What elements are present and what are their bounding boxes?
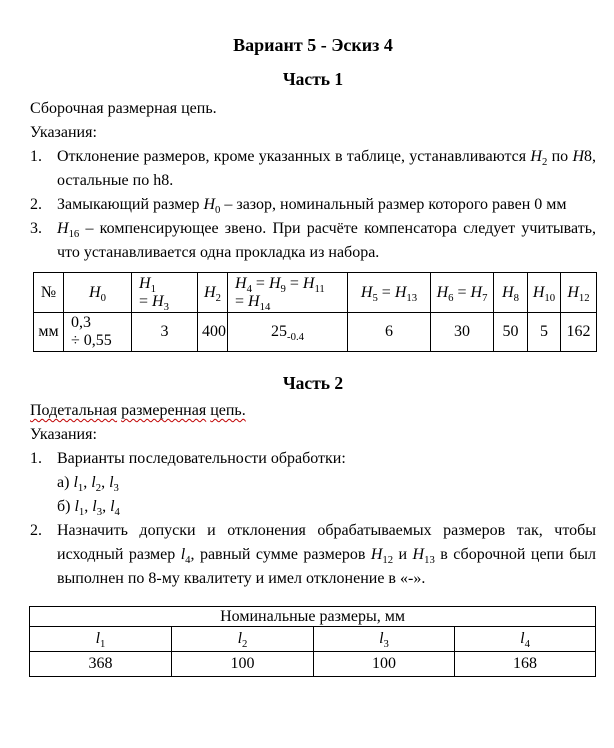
part1-intro: Сборочная размерная цепь. [30, 100, 217, 117]
header-cell: $H_6 = H_7$ [431, 273, 494, 313]
part1-heading: Часть 1 [282, 69, 344, 89]
table-data-row [30, 652, 596, 677]
option-label: а) [57, 474, 70, 491]
part2-list-item-2 [30, 519, 596, 591]
list-number: 1. [30, 148, 42, 165]
list-number: 1. [30, 450, 42, 467]
header-cell: $H_1$ = $H_3$ [132, 273, 198, 313]
header-cell: $H_8$ [494, 273, 528, 313]
assembly-dimension-table [33, 272, 597, 352]
sequence-option-b [30, 495, 596, 519]
part2-intro: Подетальная размеренная цепь. [30, 402, 246, 419]
list-item-text: Варианты последовательности обработки: [57, 450, 346, 467]
list-number: 3. [30, 220, 42, 237]
data-cell: 30 [431, 313, 494, 352]
part1-instructions-label: Указания: [30, 124, 97, 141]
part2-list-item-1 [30, 447, 596, 471]
header-cell: № [34, 273, 64, 313]
data-cell: 162 [561, 313, 597, 352]
part1-list-item-1 [30, 145, 596, 193]
data-cell: 168 [455, 652, 596, 677]
header-cell: $H_4 = H_9 = H_{11}$ = $H_{14}$ [228, 273, 348, 313]
header-cell: $H_5 = H_{13}$ [348, 273, 431, 313]
list-item-text: Замыкающий размер $H_0$ – зазор, номинальный размер которого равен 0 мм [57, 196, 567, 217]
part2-heading: Часть 2 [282, 373, 344, 393]
table-caption: Номинальные размеры, мм [30, 607, 596, 627]
part2-instructions-label: Указания: [30, 426, 97, 443]
nominal-sizes-table [29, 606, 596, 677]
data-cell: 100 [172, 652, 314, 677]
table-header-row [30, 627, 596, 652]
list-number: 2. [30, 196, 42, 213]
table-caption-row [30, 607, 596, 627]
data-cell: 3 [132, 313, 198, 352]
data-cell: 50 [494, 313, 528, 352]
document-title: Вариант 5 - Эскиз 4 [233, 35, 393, 55]
header-cell: $l_1$ [30, 627, 172, 652]
header-cell: $H_{12}$ [561, 273, 597, 313]
table-header-row [34, 273, 597, 313]
part1-list-item-2 [30, 193, 596, 217]
data-cell: 368 [30, 652, 172, 677]
list-item-text: Назначить допуски и отклонения обрабатываемых размеров так, чтобы исходный размер $l_4$, равный сумме размеров $H_{12}$ и $H_{13}$ в сборочной цепи был выполнен по 8-му квалитету и имел отклонение в «-». [57, 522, 596, 587]
option-label: б) [57, 498, 71, 515]
data-cell: 5 [528, 313, 561, 352]
header-cell: $l_3$ [314, 627, 455, 652]
data-cell: 100 [314, 652, 455, 677]
list-item-text: $H_{16}$ – компенсирующее звено. При расчёте компенсатора следует учитывать, что устанавливается одна прокладка из набора. [57, 220, 596, 261]
header-cell: $H_2$ [198, 273, 228, 313]
data-cell: 0,3 ÷ 0,55 [64, 313, 132, 352]
header-cell: $H_0$ [64, 273, 132, 313]
data-cell: мм [34, 313, 64, 352]
data-cell: 400 [198, 313, 228, 352]
sequence-option-a [30, 471, 596, 495]
part1-list-item-3 [30, 217, 596, 265]
option-text: $l_1$, $l_2$, $l_3$ [73, 474, 119, 495]
data-cell: 6 [348, 313, 431, 352]
list-item-text: Отклонение размеров, кроме указанных в таблице, устанавливаются $H_2$ по H8, остальные по h8. [57, 148, 597, 189]
header-cell: $H_{10}$ [528, 273, 561, 313]
data-cell: $25_{-0.4}$ [228, 313, 348, 352]
option-text: $l_1$, $l_3$, $l_4$ [74, 498, 120, 519]
header-cell: $l_2$ [172, 627, 314, 652]
list-number: 2. [30, 522, 42, 539]
table-data-row [34, 313, 597, 352]
header-cell: $l_4$ [455, 627, 596, 652]
